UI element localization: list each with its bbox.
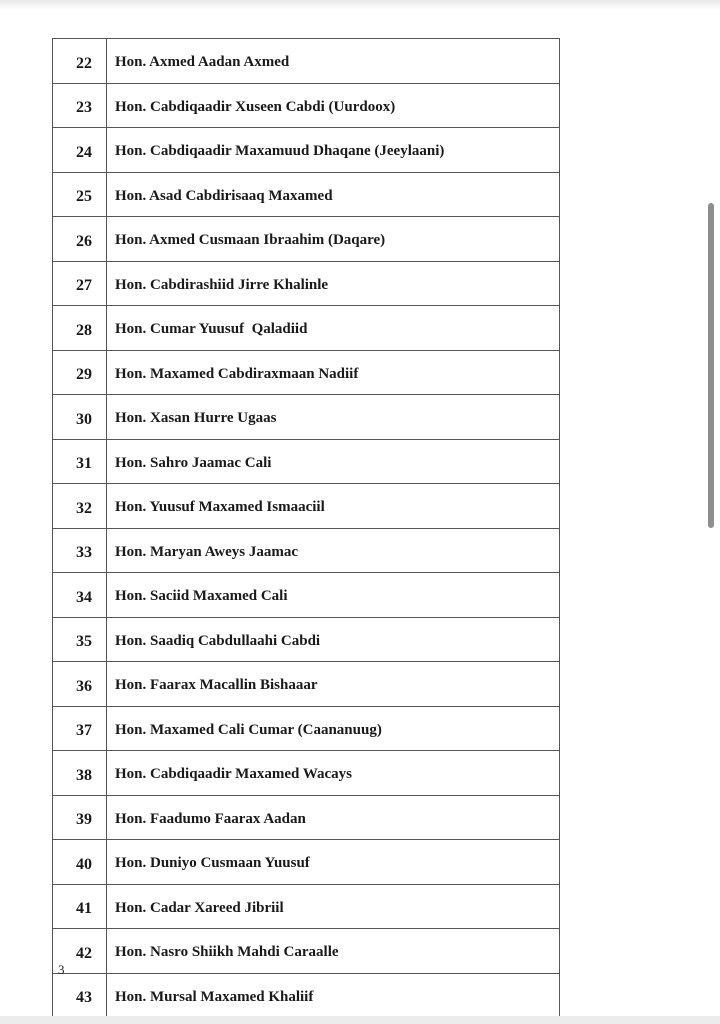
member-number: 41	[53, 884, 107, 929]
member-name: Hon. Asad Cabdirisaaq Maxamed	[107, 172, 560, 217]
member-number: 38	[53, 751, 107, 796]
member-number: 23	[53, 83, 107, 128]
member-number: 26	[53, 217, 107, 262]
table-row	[53, 973, 560, 1018]
member-number: 22	[53, 39, 107, 84]
member-name: Hon. Maryan Aweys Jaamac	[107, 528, 560, 573]
table-row	[53, 39, 560, 84]
member-name: Hon. Cadar Xareed Jibriil	[107, 884, 560, 929]
table-row	[53, 217, 560, 262]
member-name: Hon. Cabdirashiid Jirre Khalinle	[107, 261, 560, 306]
member-name: Hon. Xasan Hurre Ugaas	[107, 395, 560, 440]
table-row	[53, 840, 560, 885]
table-row	[53, 395, 560, 440]
member-number: 39	[53, 795, 107, 840]
member-number: 31	[53, 439, 107, 484]
member-number: 25	[53, 172, 107, 217]
table-row	[53, 306, 560, 351]
member-name: Hon. Saciid Maxamed Cali	[107, 573, 560, 618]
member-name: Hon. Cabdiqaadir Maxamuud Dhaqane (Jeeylaani)	[107, 128, 560, 173]
member-name: Hon. Maxamed Cali Cumar (Caananuug)	[107, 706, 560, 751]
table-row	[53, 617, 560, 662]
top-edge-shadow	[0, 0, 720, 10]
table-row	[53, 662, 560, 707]
member-number: 42	[53, 929, 107, 974]
page-number: 3	[58, 962, 65, 977]
table-row	[53, 751, 560, 796]
members-table	[52, 38, 560, 1018]
table-row	[53, 128, 560, 173]
member-name: Hon. Nasro Shiikh Mahdi Caraalle	[107, 929, 560, 974]
member-number: 29	[53, 350, 107, 395]
table-row	[53, 528, 560, 573]
members-table-body	[53, 39, 560, 1018]
table-row	[53, 573, 560, 618]
member-name: Hon. Mursal Maxamed Khaliif	[107, 973, 560, 1018]
member-number: 36	[53, 662, 107, 707]
table-row	[53, 350, 560, 395]
table-row	[53, 706, 560, 751]
table-row	[53, 261, 560, 306]
member-number: 33	[53, 528, 107, 573]
member-name: Hon. Cabdiqaadir Xuseen Cabdi (Uurdoox)	[107, 83, 560, 128]
member-number: 40	[53, 840, 107, 885]
member-name: Hon. Sahro Jaamac Cali	[107, 439, 560, 484]
table-row	[53, 172, 560, 217]
member-name: Hon. Axmed Aadan Axmed	[107, 39, 560, 84]
member-name: Hon. Yuusuf Maxamed Ismaaciil	[107, 484, 560, 529]
member-number: 37	[53, 706, 107, 751]
member-name: Hon. Maxamed Cabdiraxmaan Nadiif	[107, 350, 560, 395]
table-row	[53, 929, 560, 974]
member-number: 35	[53, 617, 107, 662]
member-name: Hon. Axmed Cusmaan Ibraahim (Daqare)	[107, 217, 560, 262]
member-number: 28	[53, 306, 107, 351]
member-name: Hon. Cumar Yuusuf Qaladiid	[107, 306, 560, 351]
member-name: Hon. Saadiq Cabdullaahi Cabdi	[107, 617, 560, 662]
member-number: 32	[53, 484, 107, 529]
member-name: Hon. Faadumo Faarax Aadan	[107, 795, 560, 840]
member-name: Hon. Faarax Macallin Bishaaar	[107, 662, 560, 707]
member-number: 34	[53, 573, 107, 618]
table-row	[53, 884, 560, 929]
member-number: 30	[53, 395, 107, 440]
member-name: Hon. Duniyo Cusmaan Yuusuf	[107, 840, 560, 885]
table-row	[53, 484, 560, 529]
member-name: Hon. Cabdiqaadir Maxamed Wacays	[107, 751, 560, 796]
table-row	[53, 83, 560, 128]
vertical-scrollbar[interactable]	[708, 203, 714, 528]
member-number: 27	[53, 261, 107, 306]
bottom-edge-bar	[0, 1016, 720, 1024]
table-row	[53, 439, 560, 484]
member-number: 43	[53, 973, 107, 1018]
member-number: 24	[53, 128, 107, 173]
table-row	[53, 795, 560, 840]
